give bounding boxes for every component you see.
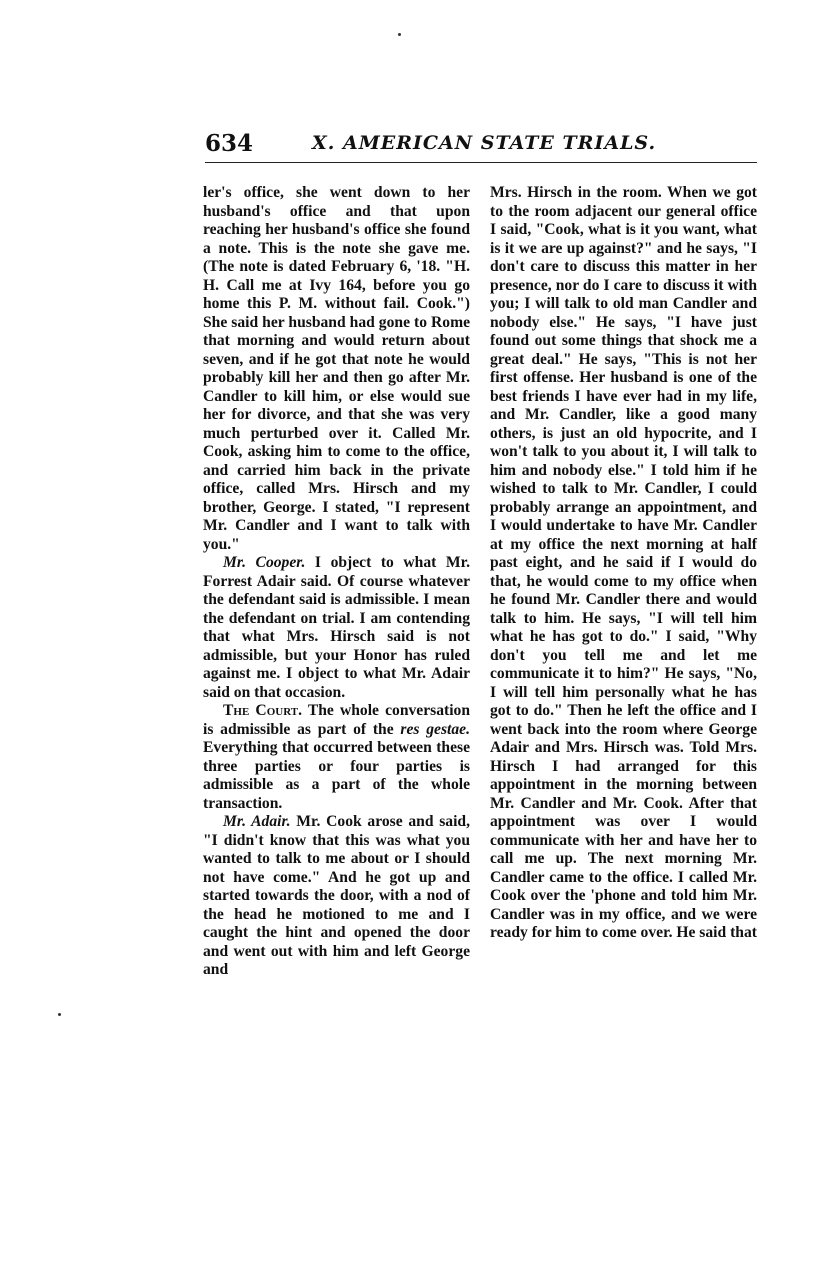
speaker-cooper: Mr. Cooper.: [223, 554, 306, 571]
print-speck: [58, 1013, 61, 1016]
court-italic: res gestae.: [400, 720, 470, 738]
left-column: [203, 184, 470, 980]
court-text-a: The whole conversation is admissible as part of the: [203, 702, 470, 738]
court-text-b: Everything that occurred between these three parties or four parties is admissible as a part of the whole transaction.: [203, 739, 470, 812]
running-title: X. AMERICAN STATE TRIALS.: [312, 132, 657, 154]
cooper-text: I object to what Mr. Forrest Adair said. Of course whatever the defendant said is admissible. I mean the defendant on trial. I am contending that what Mrs. Hirsch said is not admissible, but your Honor has ruled against me. I object to what Mr. Adair said on that occasion.: [203, 554, 470, 701]
speaker-court: The Court.: [223, 702, 302, 719]
paragraph-continued: ler's office, she went down to her husband's office and that upon reaching her husband's office she found a note. This is the note she gave me. (The note is dated February 6, '18. "H. H. Call me at Ivy 164, before you go home this P. M. without fail. Cook.") She said her husband had gone to Rome that morning and would return about seven, and if he got that note he would probably kill her and then go after Mr. Candler to kill him, or else would sue her for divorce, and that she was very much perturbed over it. Called Mr. Cook, asking him to come to the office, and carried him back in the private office, called Mrs. Hirsch and my brother, George. I stated, "I represent Mr. Candler and I want to talk with you.": [203, 184, 470, 553]
speaker-adair: Mr. Adair.: [223, 813, 291, 830]
print-speck: [398, 33, 401, 36]
paragraph-right: Mrs. Hirsch in the room. When we got to the room adjacent our general office I said, "Cook, what is it you want, what is it we are up against?" and he says, "I don't care to discuss this matter in her presence, nor do I care to discuss it with you; I will talk to old man Candler and nobody else." He says, "I have just found out some things that shock me a great deal." He says, "This is not her first offense. Her husband is one of the best friends I have ever had in my life, and Mr. Candler, like a good many others, is just an old hypocrite, and I won't talk to you about it, I will talk to him and nobody else." I told him if he wished to talk to Mr. Candler, I could probably arrange an appointment, and I would undertake to have Mr. Candler at my office the next morning at half past eight, and he said if I would do that, he would come to my office when he found Mr. Candler there and would talk to him. He says, "I will tell him what he has got to do." I said, "Why don't you tell me and let me communicate it to him?" He says, "No, I will tell him personally what he has got to do." Then he left the office and I went back into the room where George Adair and Mrs. Hirsch was. Told Mrs. Hirsch I had arranged for this appointment in the morning between Mr. Candler and Mr. Cook. After that appointment was over I would communicate with her and have her to call me up. The next morning Mr. Candler came to the office. I called Mr. Cook over the 'phone and told him Mr. Candler was in my office, and we were ready for him to come over. He said that: [490, 184, 757, 941]
paragraph-cooper: [203, 554, 470, 702]
adair-text: Mr. Cook arose and said, "I didn't know that this was what you wanted to talk to me about or I should not have come." And he got up and started towards the door, with a nod of the head he motioned to me and I caught the hint and opened the door and went out with him and left George and: [203, 813, 470, 978]
right-column: [490, 184, 757, 943]
header-rule: [205, 162, 757, 163]
page-header: [205, 130, 757, 160]
paragraph-court: [203, 702, 470, 813]
paragraph-adair: [203, 813, 470, 980]
page-number: 634: [205, 130, 254, 157]
